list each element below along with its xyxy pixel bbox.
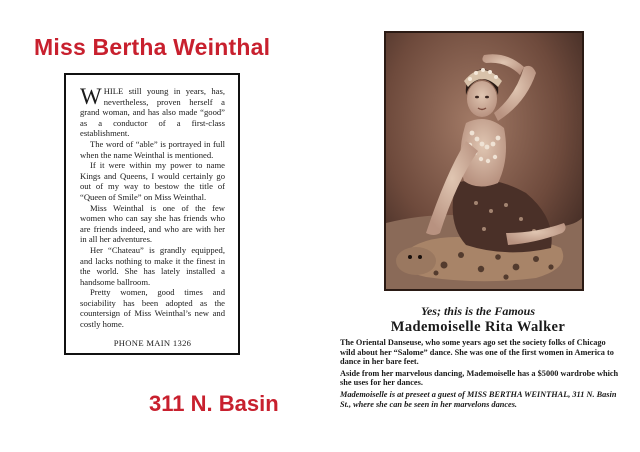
article-paragraph-5: Her “Chateau” is grandly equipped, and lacks nothing to make it the finest in the world. She has lately installed a handsome ballroom. <box>80 244 225 287</box>
article-paragraph-6: Pretty women, good times and sociability has been adopted as the countersign of Miss Weinthal’s new and costly home. <box>80 287 225 330</box>
address-heading: 311 N. Basin <box>149 391 279 416</box>
article-paragraph-2: The word of “able” is portrayed in full when the name Weinthal is mentioned. <box>80 138 225 160</box>
phone-number: PHONE MAIN 1326 <box>113 337 192 348</box>
dancer-photograph <box>384 31 584 291</box>
article-paragraph-1-text: HILE still young in years, has, nevertheless, proven herself a grand woman, and has also made “good” as a conductor of a first-class establishment. <box>80 86 225 139</box>
photo-description <box>340 338 622 411</box>
caption-name: Mademoiselle Rita Walker <box>390 319 566 335</box>
article-box <box>64 73 240 355</box>
caption-subtitle: Yes; this is the Famous <box>420 304 536 318</box>
description-paragraph-1: The Oriental Danseuse, who some years ago set the society folks of Chicago wild about her “Salome” dance. She was one of the first women in America to dance in her bare feet. <box>340 338 614 367</box>
description-paragraph-2: Aside from her marvelous dancing, Mademoiselle has a $5000 wardrobe which she uses for her dances. <box>340 368 619 388</box>
dancer-photo-illustration <box>386 33 582 289</box>
drop-cap: W <box>80 84 102 109</box>
article-paragraph-3: If it were within my power to name Kings and Queens, I would certainly go out of my way to bestow the title of “Queen of Smile” on Miss Weinthal. <box>80 160 225 202</box>
page-title: Miss Bertha Weinthal <box>34 34 271 60</box>
article-paragraph-1 <box>80 86 225 139</box>
description-paragraph-3: Mademoiselle is at preseet a guest of MISS BERTHA WEINTHAL, 311 N. Basin St., where she can be seen in her marvelons dances. <box>340 389 617 409</box>
article-paragraph-4: Miss Weinthal is one of the few women who can say she has friends who are friends indeed, and who are with her in all her adventures. <box>80 202 225 245</box>
